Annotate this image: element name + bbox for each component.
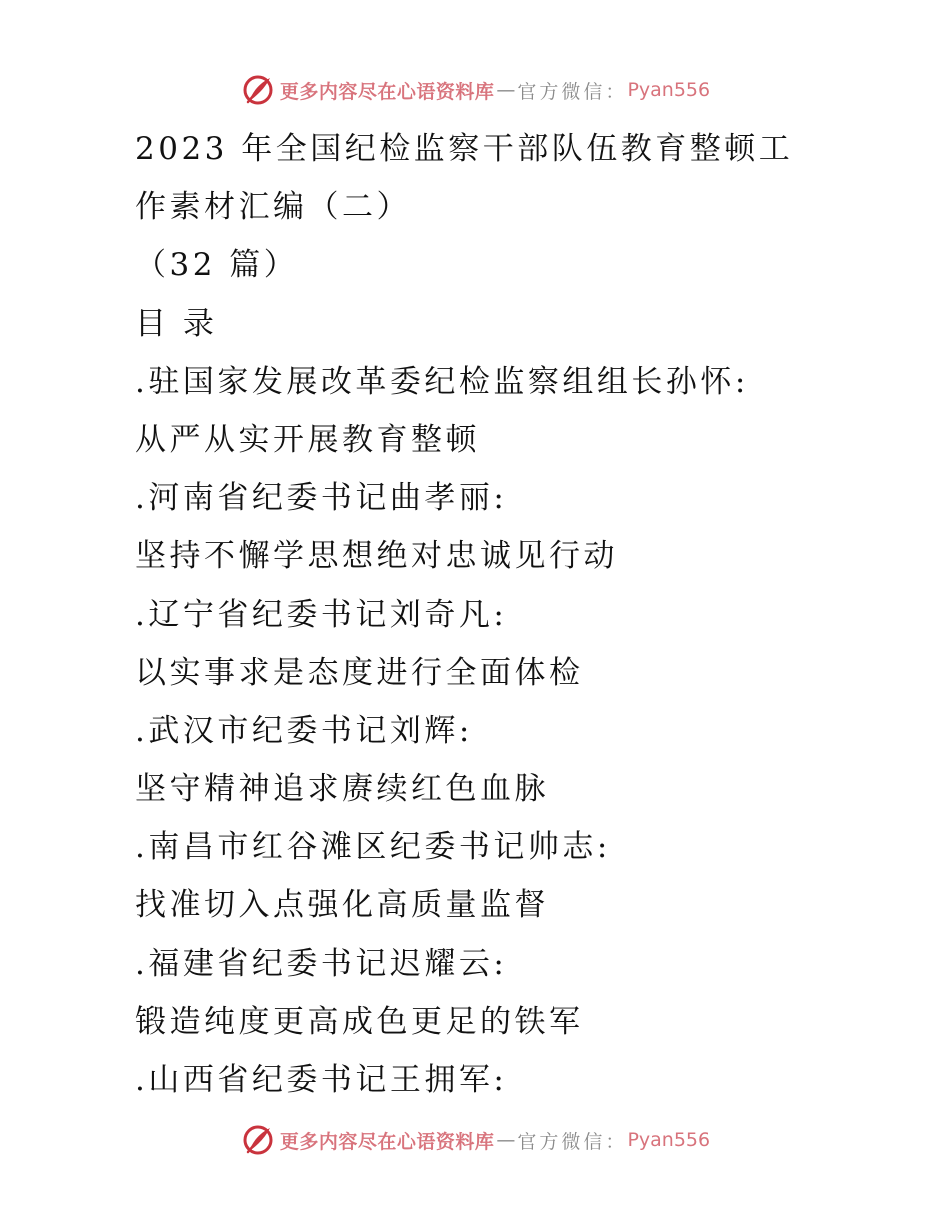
toc-entry-title: 以实事求是态度进行全面体检 — [135, 654, 584, 691]
document-body — [135, 120, 835, 1109]
quill-pen-logo-icon — [240, 72, 276, 108]
banner-wechat-id: Pyan556 — [627, 79, 711, 101]
toc-heading: 目 录 — [135, 305, 218, 342]
toc-entry-author: .驻国家发展改革委纪检监察组组长孙怀: — [135, 363, 749, 400]
toc-entry-author: .山西省纪委书记王拥军: — [135, 1062, 508, 1098]
toc-entry-author: .南昌市红谷滩区纪委书记帅志: — [135, 829, 611, 866]
toc-entry-title: 坚持不懈学思想绝对忠诚见行动 — [135, 538, 618, 575]
toc-entry-title: 坚守精神追求赓续红色血脉 — [135, 771, 549, 808]
toc-entry-author: .武汉市纪委书记刘辉: — [135, 712, 473, 749]
banner-dash: — — [496, 79, 516, 101]
footer-watermark-banner — [0, 1118, 950, 1162]
toc-entry-title: 锻造纯度更高成色更足的铁军 — [135, 1003, 584, 1040]
toc-entry-title: 找准切入点强化高质量监督 — [135, 887, 549, 924]
doc-title-line-2: 作素材汇编（二） — [135, 189, 411, 226]
toc-entry-title: 从严从实开展教育整顿 — [135, 421, 480, 458]
doc-article-count: （32 篇） — [135, 247, 299, 284]
toc-entry-author: .福建省纪委书记迟耀云: — [135, 945, 508, 982]
header-watermark-banner — [0, 68, 950, 112]
banner-dash: — — [496, 1129, 516, 1151]
toc-entry-author: .辽宁省纪委书记刘奇凡: — [135, 596, 508, 633]
banner-wechat-id: Pyan556 — [627, 1129, 711, 1151]
banner-wechat-label: 官方微信： — [517, 80, 628, 103]
banner-brand-text: 更多内容尽在心语资料库 — [279, 1130, 495, 1153]
banner-brand-text: 更多内容尽在心语资料库 — [279, 80, 495, 103]
banner-wechat-label: 官方微信： — [517, 1130, 628, 1153]
toc-entry-author: .河南省纪委书记曲孝丽: — [135, 480, 508, 517]
quill-pen-logo-icon — [240, 1122, 276, 1158]
doc-title-line-1: 2023 年全国纪检监察干部队伍教育整顿工 — [135, 131, 794, 167]
